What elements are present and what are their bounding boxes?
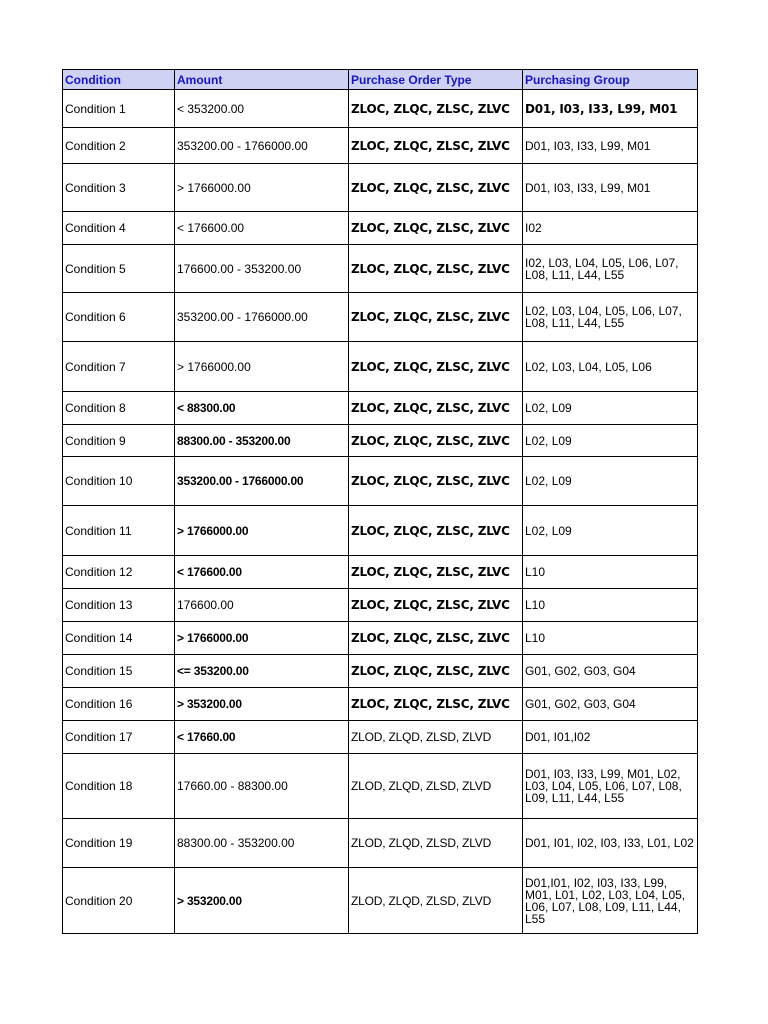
group-cell: D01,I01, I02, I03, I33, L99, M01, L01, L02, L03, L04, L05, L06, L07, L08, L09, L11, L44, L55 xyxy=(523,868,698,934)
condition-cell: Condition 12 xyxy=(63,556,175,589)
amount-cell: < 176600.00 xyxy=(175,556,349,589)
condition-cell: Condition 9 xyxy=(63,425,175,457)
condition-cell: Condition 18 xyxy=(63,754,175,819)
amount-cell: 88300.00 - 353200.00 xyxy=(175,425,349,457)
po-type-cell: ZLOD, ZLQD, ZLSD, ZLVD xyxy=(349,819,523,868)
amount-cell: < 176600.00 xyxy=(175,212,349,245)
group-cell: D01, I01, I02, I03, I33, L01, L02 xyxy=(523,819,698,868)
table-row xyxy=(63,655,698,688)
po-type-cell: ZLOD, ZLQD, ZLSD, ZLVD xyxy=(349,754,523,819)
po-type-cell: ZLOD, ZLQD, ZLSD, ZLVD xyxy=(349,721,523,754)
condition-cell: Condition 8 xyxy=(63,392,175,425)
condition-cell: Condition 16 xyxy=(63,688,175,721)
po-type-cell: ZLOC, ZLQC, ZLSC, ZLVC xyxy=(349,128,523,164)
group-cell: L02, L09 xyxy=(523,457,698,506)
group-cell: L02, L09 xyxy=(523,392,698,425)
po-type-cell: ZLOC, ZLQC, ZLSC, ZLVC xyxy=(349,425,523,457)
amount-cell: 353200.00 - 1766000.00 xyxy=(175,128,349,164)
po-type-cell: ZLOC, ZLQC, ZLSC, ZLVC xyxy=(349,506,523,556)
po-type-cell: ZLOC, ZLQC, ZLSC, ZLVC xyxy=(349,245,523,293)
po-type-cell: ZLOC, ZLQC, ZLSC, ZLVC xyxy=(349,164,523,212)
group-cell: D01, I03, I33, L99, M01 xyxy=(523,90,698,128)
amount-cell: > 1766000.00 xyxy=(175,164,349,212)
condition-cell: Condition 7 xyxy=(63,342,175,392)
amount-cell: <= 353200.00 xyxy=(175,655,349,688)
table-row xyxy=(63,622,698,655)
po-type-cell: ZLOC, ZLQC, ZLSC, ZLVC xyxy=(349,392,523,425)
header-purchasing-group: Purchasing Group xyxy=(523,70,698,90)
table-row xyxy=(63,128,698,164)
condition-cell: Condition 2 xyxy=(63,128,175,164)
condition-cell: Condition 6 xyxy=(63,293,175,342)
condition-cell: Condition 15 xyxy=(63,655,175,688)
amount-cell: 88300.00 - 353200.00 xyxy=(175,819,349,868)
amount-cell: 176600.00 xyxy=(175,589,349,622)
group-cell: D01, I03, I33, L99, M01 xyxy=(523,128,698,164)
table-row xyxy=(63,506,698,556)
condition-cell: Condition 3 xyxy=(63,164,175,212)
po-type-cell: ZLOC, ZLQC, ZLSC, ZLVC xyxy=(349,655,523,688)
amount-cell: > 1766000.00 xyxy=(175,342,349,392)
amount-cell: < 353200.00 xyxy=(175,90,349,128)
po-type-cell: ZLOC, ZLQC, ZLSC, ZLVC xyxy=(349,622,523,655)
table-row xyxy=(63,457,698,506)
conditions-table xyxy=(62,69,698,934)
table-row xyxy=(63,342,698,392)
header-purchase-order-type: Purchase Order Type xyxy=(349,70,523,90)
group-cell: D01, I03, I33, L99, M01, L02, L03, L04, L05, L06, L07, L08, L09, L11, L44, L55 xyxy=(523,754,698,819)
po-type-cell: ZLOC, ZLQC, ZLSC, ZLVC xyxy=(349,556,523,589)
po-type-cell: ZLOC, ZLQC, ZLSC, ZLVC xyxy=(349,688,523,721)
amount-cell: 353200.00 - 1766000.00 xyxy=(175,293,349,342)
table-row xyxy=(63,293,698,342)
po-type-cell: ZLOC, ZLQC, ZLSC, ZLVC xyxy=(349,457,523,506)
table-row xyxy=(63,392,698,425)
table-row xyxy=(63,425,698,457)
group-cell: L02, L09 xyxy=(523,425,698,457)
table-row xyxy=(63,90,698,128)
amount-cell: > 1766000.00 xyxy=(175,506,349,556)
group-cell: L10 xyxy=(523,589,698,622)
group-cell: G01, G02, G03, G04 xyxy=(523,688,698,721)
table-row xyxy=(63,164,698,212)
table-row xyxy=(63,868,698,934)
table-row xyxy=(63,589,698,622)
group-cell: I02, L03, L04, L05, L06, L07, L08, L11, L44, L55 xyxy=(523,245,698,293)
group-cell: G01, G02, G03, G04 xyxy=(523,655,698,688)
table-row xyxy=(63,556,698,589)
po-type-cell: ZLOC, ZLQC, ZLSC, ZLVC xyxy=(349,589,523,622)
group-cell: D01, I01,I02 xyxy=(523,721,698,754)
amount-cell: < 88300.00 xyxy=(175,392,349,425)
group-cell: L02, L09 xyxy=(523,506,698,556)
group-cell: I02 xyxy=(523,212,698,245)
header-row xyxy=(63,70,698,90)
amount-cell: > 1766000.00 xyxy=(175,622,349,655)
condition-cell: Condition 4 xyxy=(63,212,175,245)
condition-cell: Condition 1 xyxy=(63,90,175,128)
condition-cell: Condition 20 xyxy=(63,868,175,934)
amount-cell: < 17660.00 xyxy=(175,721,349,754)
condition-cell: Condition 11 xyxy=(63,506,175,556)
amount-cell: 353200.00 - 1766000.00 xyxy=(175,457,349,506)
table-row xyxy=(63,245,698,293)
group-cell: D01, I03, I33, L99, M01 xyxy=(523,164,698,212)
amount-cell: 17660.00 - 88300.00 xyxy=(175,754,349,819)
group-cell: L10 xyxy=(523,622,698,655)
table-row xyxy=(63,754,698,819)
po-type-cell: ZLOC, ZLQC, ZLSC, ZLVC xyxy=(349,342,523,392)
condition-cell: Condition 19 xyxy=(63,819,175,868)
condition-cell: Condition 14 xyxy=(63,622,175,655)
amount-cell: 176600.00 - 353200.00 xyxy=(175,245,349,293)
condition-cell: Condition 17 xyxy=(63,721,175,754)
group-cell: L10 xyxy=(523,556,698,589)
table-row xyxy=(63,212,698,245)
po-type-cell: ZLOC, ZLQC, ZLSC, ZLVC xyxy=(349,90,523,128)
amount-cell: > 353200.00 xyxy=(175,868,349,934)
header-amount: Amount xyxy=(175,70,349,90)
condition-cell: Condition 5 xyxy=(63,245,175,293)
condition-cell: Condition 10 xyxy=(63,457,175,506)
condition-cell: Condition 13 xyxy=(63,589,175,622)
po-type-cell: ZLOC, ZLQC, ZLSC, ZLVC xyxy=(349,293,523,342)
header-condition: Condition xyxy=(63,70,175,90)
po-type-cell: ZLOD, ZLQD, ZLSD, ZLVD xyxy=(349,868,523,934)
table-row xyxy=(63,819,698,868)
group-cell: L02, L03, L04, L05, L06, L07, L08, L11, L44, L55 xyxy=(523,293,698,342)
table-row xyxy=(63,688,698,721)
table-row xyxy=(63,721,698,754)
po-type-cell: ZLOC, ZLQC, ZLSC, ZLVC xyxy=(349,212,523,245)
amount-cell: > 353200.00 xyxy=(175,688,349,721)
group-cell: L02, L03, L04, L05, L06 xyxy=(523,342,698,392)
